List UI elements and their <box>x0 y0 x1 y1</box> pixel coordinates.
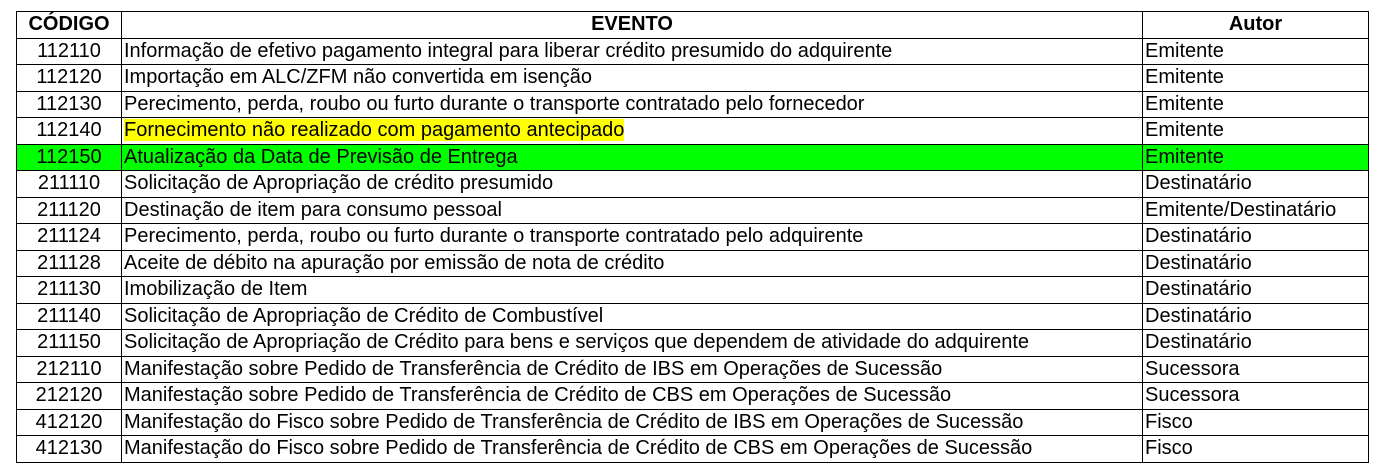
cell-codigo: 212110 <box>17 356 122 383</box>
header-autor: Autor <box>1143 12 1369 39</box>
cell-codigo: 211130 <box>17 277 122 304</box>
table-row <box>17 330 1369 357</box>
table-row <box>17 91 1369 118</box>
table-row <box>17 356 1369 383</box>
table-row <box>17 118 1369 145</box>
cell-autor: Sucessora <box>1143 356 1369 383</box>
table-row <box>17 171 1369 198</box>
table-row <box>17 436 1369 463</box>
table-row <box>17 303 1369 330</box>
cell-autor: Destinatário <box>1143 330 1369 357</box>
cell-codigo: 211150 <box>17 330 122 357</box>
table-row <box>17 197 1369 224</box>
cell-codigo: 211120 <box>17 197 122 224</box>
cell-evento: Manifestação do Fisco sobre Pedido de Transferência de Crédito de IBS em Operações de Sucessão <box>122 409 1143 436</box>
table-row <box>17 224 1369 251</box>
table-row <box>17 409 1369 436</box>
table-row <box>17 38 1369 65</box>
cell-autor: Emitente <box>1143 38 1369 65</box>
cell-codigo: 211124 <box>17 224 122 251</box>
table-row <box>17 144 1369 171</box>
cell-codigo: 112140 <box>17 118 122 145</box>
cell-evento: Solicitação de Apropriação de Crédito para bens e serviços que dependem de atividade do adquirente <box>122 330 1143 357</box>
cell-codigo: 112110 <box>17 38 122 65</box>
table-body <box>17 38 1369 462</box>
cell-autor: Sucessora <box>1143 383 1369 410</box>
header-evento: EVENTO <box>122 12 1143 39</box>
cell-evento: Atualização da Data de Previsão de Entrega <box>122 144 1143 171</box>
cell-evento: Importação em ALC/ZFM não convertida em isenção <box>122 65 1143 92</box>
cell-autor: Emitente <box>1143 91 1369 118</box>
cell-codigo: 212120 <box>17 383 122 410</box>
cell-autor: Destinatário <box>1143 171 1369 198</box>
table-row <box>17 65 1369 92</box>
cell-autor: Fisco <box>1143 409 1369 436</box>
table-row <box>17 383 1369 410</box>
cell-autor: Emitente/Destinatário <box>1143 197 1369 224</box>
cell-codigo: 412130 <box>17 436 122 463</box>
header-codigo: CÓDIGO <box>17 12 122 39</box>
cell-autor: Destinatário <box>1143 224 1369 251</box>
highlighted-event-text: Fornecimento não realizado com pagamento antecipado <box>124 119 625 142</box>
events-table <box>16 11 1369 463</box>
cell-codigo: 112150 <box>17 144 122 171</box>
cell-evento: Destinação de item para consumo pessoal <box>122 197 1143 224</box>
cell-autor: Emitente <box>1143 65 1369 92</box>
cell-codigo: 211140 <box>17 303 122 330</box>
cell-evento: Informação de efetivo pagamento integral para liberar crédito presumido do adquirente <box>122 38 1143 65</box>
cell-codigo: 211110 <box>17 171 122 198</box>
cell-autor: Destinatário <box>1143 250 1369 277</box>
cell-autor: Emitente <box>1143 144 1369 171</box>
cell-autor: Fisco <box>1143 436 1369 463</box>
table-row <box>17 250 1369 277</box>
cell-evento: Perecimento, perda, roubo ou furto durante o transporte contratado pelo adquirente <box>122 224 1143 251</box>
cell-evento: Aceite de débito na apuração por emissão de nota de crédito <box>122 250 1143 277</box>
cell-autor: Destinatário <box>1143 277 1369 304</box>
cell-evento: Solicitação de Apropriação de crédito presumido <box>122 171 1143 198</box>
cell-autor: Destinatário <box>1143 303 1369 330</box>
cell-evento: Manifestação sobre Pedido de Transferência de Crédito de CBS em Operações de Sucessão <box>122 383 1143 410</box>
cell-evento: Imobilização de Item <box>122 277 1143 304</box>
cell-codigo: 412120 <box>17 409 122 436</box>
table-header-row <box>17 12 1369 39</box>
cell-codigo: 112120 <box>17 65 122 92</box>
cell-evento: Perecimento, perda, roubo ou furto durante o transporte contratado pelo fornecedor <box>122 91 1143 118</box>
cell-evento: Manifestação sobre Pedido de Transferência de Crédito de IBS em Operações de Sucessão <box>122 356 1143 383</box>
cell-evento <box>122 118 1143 145</box>
cell-evento: Manifestação do Fisco sobre Pedido de Transferência de Crédito de CBS em Operações de Sucessão <box>122 436 1143 463</box>
cell-codigo: 211128 <box>17 250 122 277</box>
cell-evento: Solicitação de Apropriação de Crédito de Combustível <box>122 303 1143 330</box>
cell-autor: Emitente <box>1143 118 1369 145</box>
table-row <box>17 277 1369 304</box>
cell-codigo: 112130 <box>17 91 122 118</box>
